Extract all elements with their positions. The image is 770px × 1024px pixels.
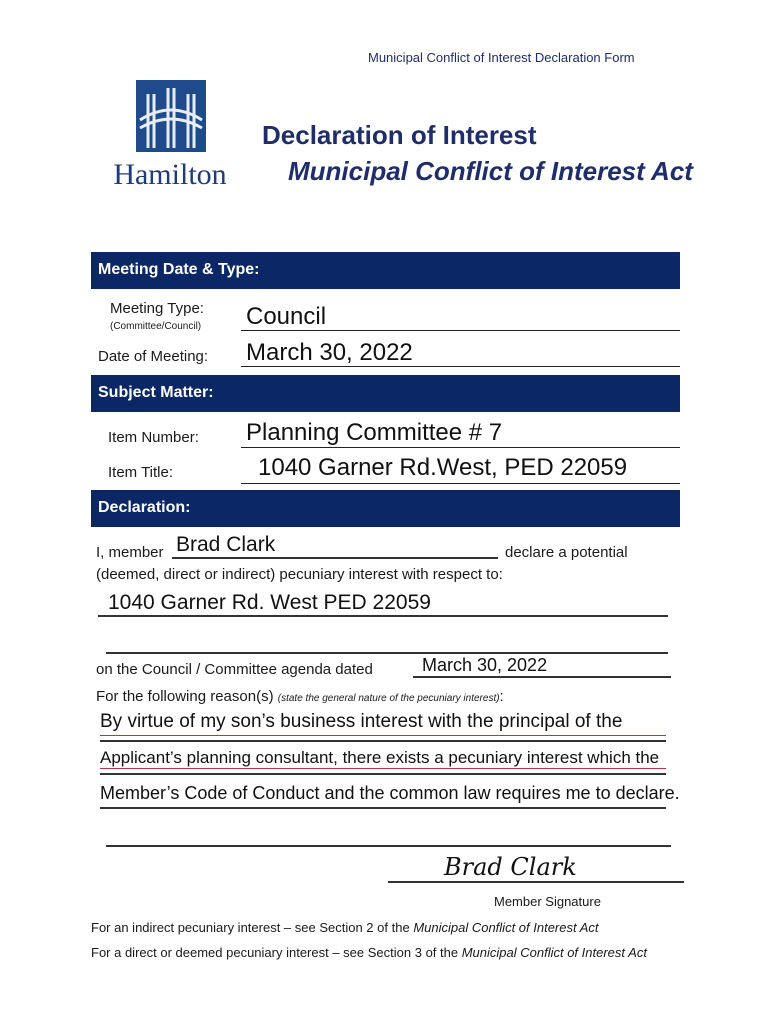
reason-line-3[interactable]: Member’s Code of Conduct and the common law requires me to declare. [100,783,680,803]
item-number-label: Item Number: [108,429,199,446]
member-name-line [172,557,498,559]
member-suffix: declare a potential [505,544,628,561]
reason-rule-3 [100,807,666,809]
reason-line-1[interactable]: By virtue of my son’s business interest with the principal of the [100,711,623,732]
meeting-date-label: Date of Meeting: [98,348,209,365]
item-title-label: Item Title: [108,464,174,481]
page-title: Declaration of Interest [262,120,537,150]
section-subject-header: Subject Matter: [91,375,680,412]
item-title-field[interactable]: 1040 Garner Rd.West, PED 22059 [258,454,628,481]
reason-rule-4 [106,845,671,847]
reason-rule-2 [100,773,666,775]
member-name-field[interactable]: Brad Clark [176,533,276,556]
footer-indirect-text: For an indirect pecuniary interest – see Section 2 of the [91,920,410,935]
agenda-date-field[interactable]: March 30, 2022 [422,655,548,675]
agenda-prefix: on the Council / Committee agenda dated [96,661,373,678]
footer-direct [91,945,647,960]
meeting-date-field[interactable]: March 30, 2022 [246,339,413,366]
reason-rule-1 [100,740,666,742]
reasons-hint: (state the general nature of the pecuniary interest) [277,693,500,704]
signature-field[interactable]: Brad Clark [444,853,577,881]
spell-underline-1 [100,735,666,736]
signature-label: Member Signature [494,894,601,909]
item-number-underline [241,447,680,448]
meeting-type-label: Meeting Type: [110,300,204,317]
member-prefix: I, member [96,544,164,561]
footer-direct-text: For a direct or deemed pecuniary interest – see Section 3 of the [91,945,459,960]
hamilton-bridge-logo-icon [136,80,206,152]
spell-underline-2 [100,768,666,769]
footer-indirect-act: Municipal Conflict of Interest Act [413,920,599,935]
meeting-type-hint: (Committee/Council) [110,321,202,332]
agenda-date-line [413,676,671,678]
reasons-line [96,688,504,705]
interest-line-2 [106,652,668,654]
section-meeting-header: Meeting Date & Type: [91,252,680,289]
section-declaration-header: Declaration: [91,490,680,527]
reasons-prefix: For the following reason(s) [96,688,274,705]
hamilton-logo [100,80,240,195]
declaration-line2: (deemed, direct or indirect) pecuniary interest with respect to: [96,566,503,583]
footer-direct-act: Municipal Conflict of Interest Act [461,945,647,960]
reasons-colon: : [499,688,504,705]
logo-text: Hamilton [113,158,227,191]
reason-line-2[interactable]: Applicant’s planning consultant, there exists a pecuniary interest which the [100,748,660,767]
item-number-field[interactable]: Planning Committee # 7 [246,419,503,446]
page-subtitle: Municipal Conflict of Interest Act [288,156,693,186]
form-header: Municipal Conflict of Interest Declaration Form [368,50,635,65]
footer-indirect [91,920,599,935]
meeting-type-field[interactable]: Council [246,303,327,330]
interest-line-1 [98,615,668,617]
signature-line [388,881,684,883]
item-title-underline [241,483,680,484]
interest-subject-field[interactable]: 1040 Garner Rd. West PED 22059 [108,591,431,614]
